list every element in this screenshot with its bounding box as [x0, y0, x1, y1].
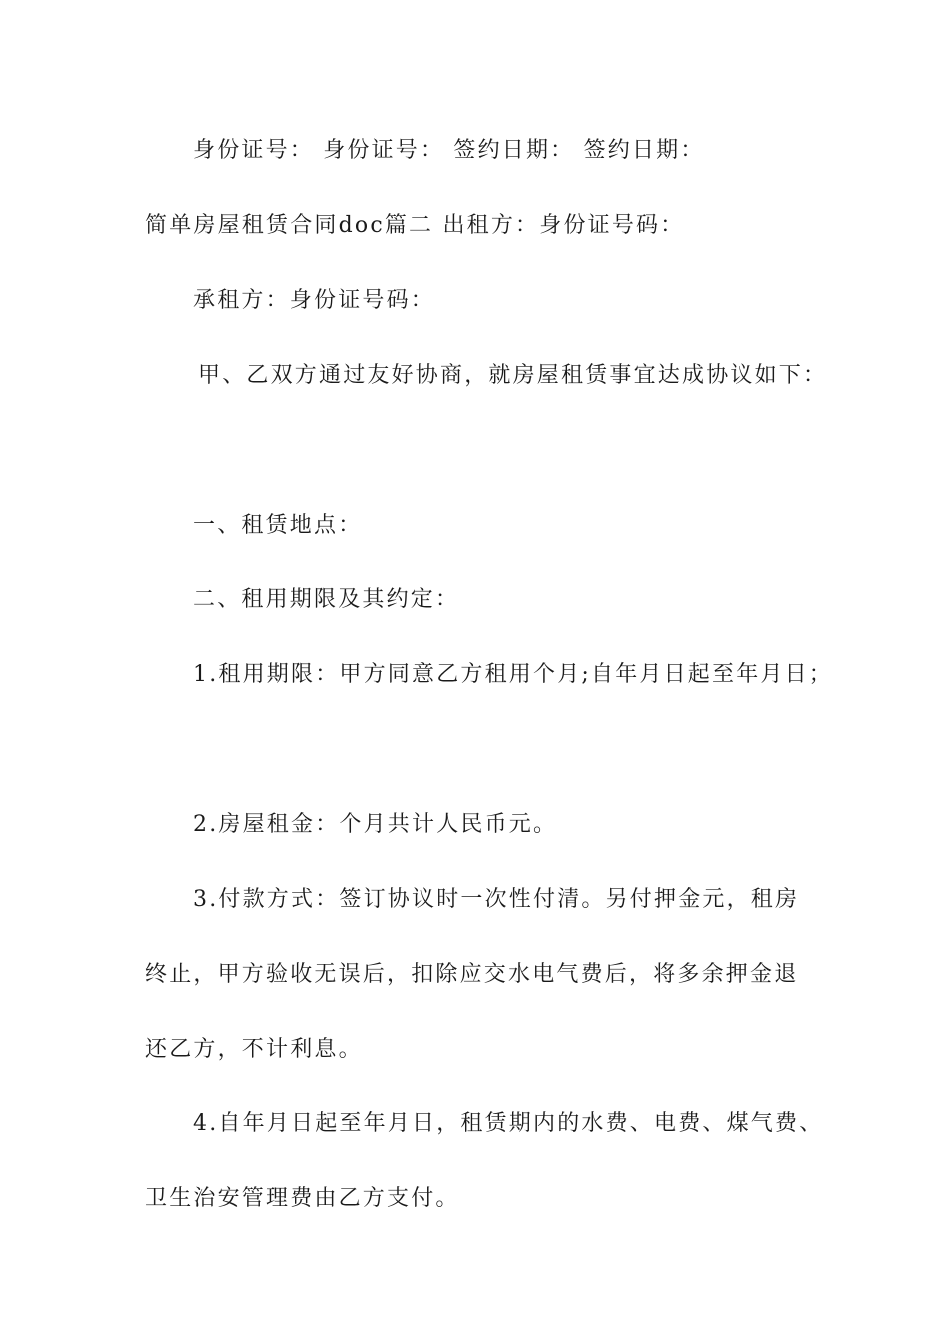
section-1-location: 一、租赁地点：: [193, 513, 363, 538]
clause-4-utilities: 4.自年月日起至年月日，租赁期内的水费、电费、煤气费、: [193, 1111, 824, 1136]
clause-1-term: 1.租用期限：甲方同意乙方租用个月;自年月日起至年月日；: [193, 662, 834, 687]
lessee-line: 承租方：身份证号码：: [193, 288, 436, 313]
agreement-intro: 甲、乙双方通过友好协商，就房屋租赁事宜达成协议如下：: [198, 363, 828, 388]
clause-3-payment-cont-1: 终止，甲方验收无误后，扣除应交水电气费后，将多余押金退: [145, 962, 799, 987]
section-2-term: 二、租用期限及其约定：: [193, 587, 460, 612]
signature-id-date-line: 身份证号： 身份证号： 签约日期： 签约日期：: [193, 138, 705, 163]
clause-4-utilities-cont: 卫生治安管理费由乙方支付。: [145, 1186, 460, 1211]
clause-3-payment: 3.付款方式：签订协议时一次性付清。另付押金元，租房: [193, 887, 800, 912]
contract-title-lessor-line: 简单房屋租赁合同doc篇二 出租方：身份证号码：: [145, 213, 685, 238]
clause-2-rent: 2.房屋租金：个月共计人民币元。: [193, 812, 558, 837]
clause-3-payment-cont-2: 还乙方，不计利息。: [145, 1037, 363, 1062]
